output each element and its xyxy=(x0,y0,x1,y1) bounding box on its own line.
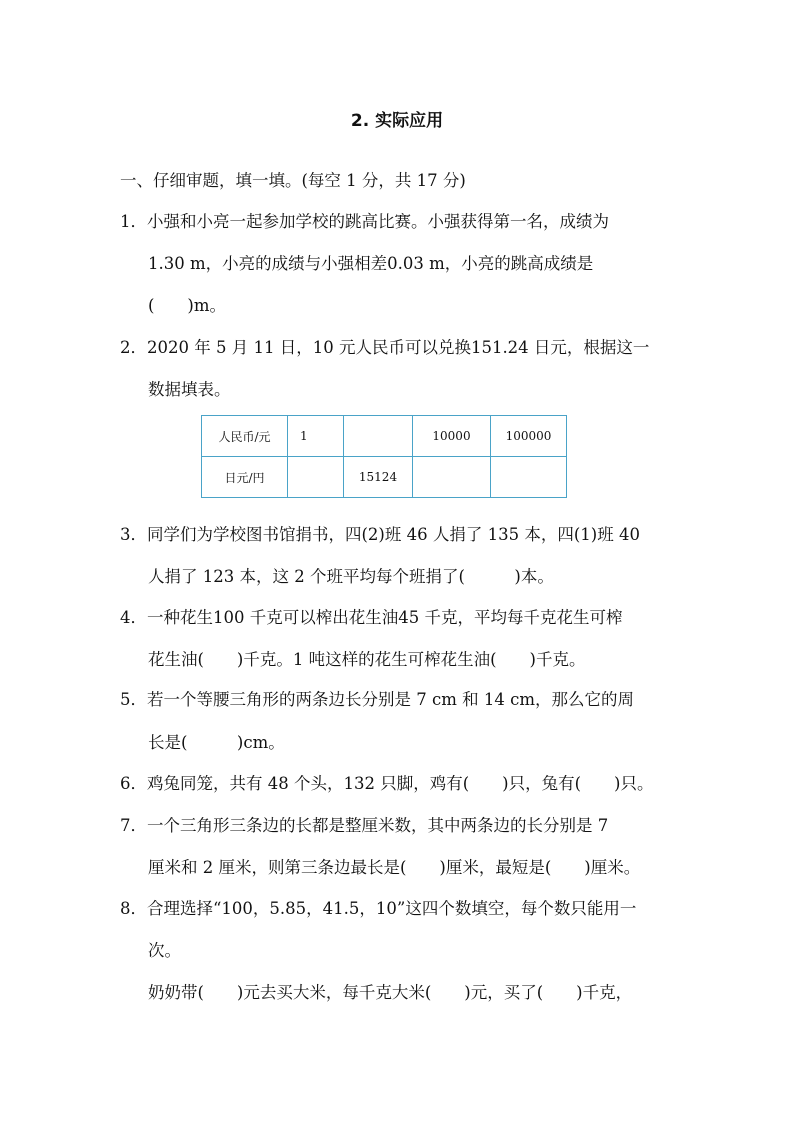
question-1-line-1: 1．小强和小亮一起参加学校的跳高比赛。小强获得第一名，成绩为 xyxy=(120,212,609,231)
question-7-line-2: 厘米和 2 厘米，则第三条边最长是( )厘米，最短是( )厘米。 xyxy=(148,858,641,877)
question-3-line-1: 3．同学们为学校图书馆捐书，四(2)班 46 人捐了 135 本，四(1)班 40 xyxy=(120,525,640,544)
table-cell: 100000 xyxy=(491,416,567,457)
table-row xyxy=(202,457,567,498)
table-cell xyxy=(288,457,344,498)
question-3-line-2: 人捐了 123 本，这 2 个班平均每个班捐了( )本。 xyxy=(148,567,554,586)
question-2-line-1: 2．2020 年 5 月 11 日，10 元人民币可以兑换151.24 日元，根据这一 xyxy=(120,338,650,357)
question-8-line-3: 奶奶带( )元去买大米，每千克大米( )元，买了( )千克， xyxy=(148,983,633,1002)
question-1-line-2: 1.30 m，小亮的成绩与小强相差0.03 m，小亮的跳高成绩是 xyxy=(148,254,594,273)
table-cell xyxy=(344,416,413,457)
question-8-line-2: 次。 xyxy=(148,941,181,960)
question-2-line-2: 数据填表。 xyxy=(148,380,231,399)
question-7-line-1: 7．一个三角形三条边的长都是整厘米数，其中两条边的长分别是 7 xyxy=(120,816,609,835)
question-4-line-1: 4．一种花生100 千克可以榨出花生油45 千克，平均每千克花生可榨 xyxy=(120,608,623,627)
section-heading: 一、仔细审题，填一填。(每空 1 分，共 17 分) xyxy=(120,171,466,190)
table-cell: 1 xyxy=(288,416,344,457)
table-cell: 10000 xyxy=(413,416,491,457)
page-title: 2. 实际应用 xyxy=(350,111,444,131)
question-5-line-1: 5．若一个等腰三角形的两条边长分别是 7 cm 和 14 cm，那么它的周 xyxy=(120,690,634,709)
question-6-line-1: 6．鸡兔同笼，共有 48 个头，132 只脚，鸡有( )只，兔有( )只。 xyxy=(120,774,654,793)
table-row xyxy=(202,416,567,457)
question-5-line-2: 长是( )cm。 xyxy=(148,733,285,752)
question-8-line-1: 8．合理选择“100，5.85，41.5，10”这四个数填空，每个数只能用一 xyxy=(120,899,637,918)
question-4-line-2: 花生油( )千克。1 吨这样的花生可榨花生油( )千克。 xyxy=(148,650,586,669)
exchange-table xyxy=(201,415,567,498)
row-header-jpy: 日元/円 xyxy=(202,457,288,498)
table-cell: 15124 xyxy=(344,457,413,498)
question-1-line-3: ( )m。 xyxy=(148,296,227,315)
table-cell xyxy=(491,457,567,498)
table-cell xyxy=(413,457,491,498)
row-header-rmb: 人民币/元 xyxy=(202,416,288,457)
